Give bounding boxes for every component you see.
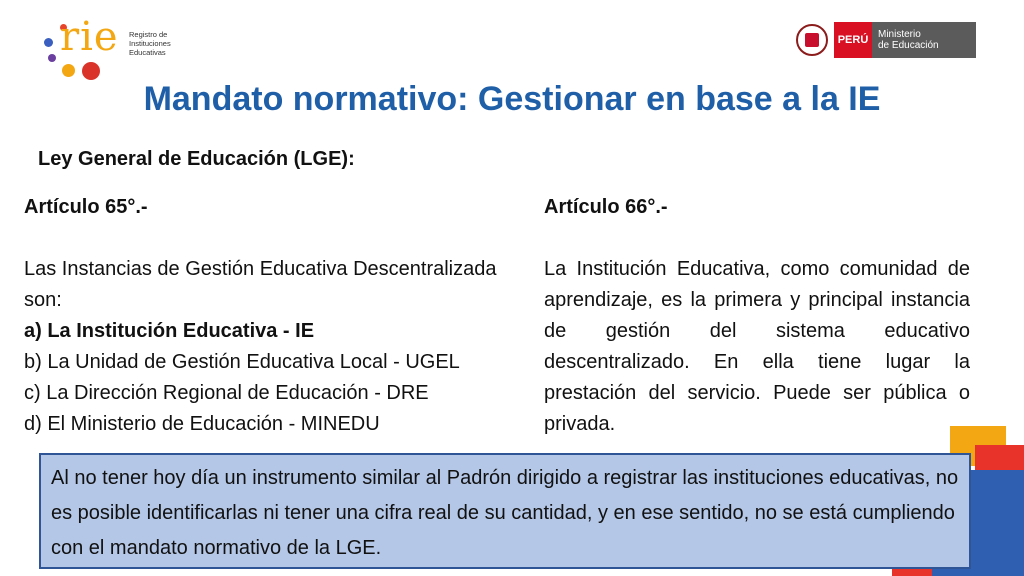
conclusion-note: Al no tener hoy día un instrumento similar al Padrón dirigido a registrar las instituciones educativas, no es posible identificarlas ni tener una cifra real de su cantidad, y en ese sentido, no se está cumpliendo con el mandato normativo de la LGE. [39, 453, 971, 569]
ministry-label: Ministerio de Educación [872, 22, 976, 58]
logo-dot-yellow [62, 64, 75, 77]
article-65-heading: Artículo 65°.- [24, 196, 148, 218]
logo-dot-red [82, 62, 100, 80]
slide-subtitle: Ley General de Educación (LGE): [38, 148, 355, 170]
logo-wordmark: rie [60, 14, 119, 60]
rie-logo [40, 14, 180, 84]
logo-subtitle: Registro de Instituciones Educativas [129, 30, 171, 57]
article-65 [24, 192, 524, 440]
article-66-heading: Artículo 66°.- [544, 196, 668, 218]
article-65-intro: Las Instancias de Gestión Educativa Descentralizada son: [24, 258, 497, 311]
coat-of-arms-icon [796, 24, 828, 56]
slide-title: Mandato normativo: Gestionar en base a la IE [143, 80, 881, 118]
article-65-item: a) La Institución Educativa - IE [24, 320, 315, 342]
ministry-logo [796, 22, 976, 58]
article-65-item: c) La Dirección Regional de Educación - DRE [24, 382, 429, 404]
article-65-item: d) El Ministerio de Educación - MINEDU [24, 413, 380, 435]
logo-dot-blue [44, 38, 53, 47]
logo-dot-purple [48, 54, 56, 62]
article-65-item: b) La Unidad de Gestión Educativa Local - UGEL [24, 351, 460, 373]
article-66 [544, 192, 970, 440]
peru-label: PERÚ [834, 22, 872, 58]
article-66-body: La Institución Educativa, como comunidad de aprendizaje, es la primera y principal instancia de gestión del sistema educativo descentralizado. En ella tiene lugar la prestación del servicio. Puede ser pública o privada. [544, 258, 970, 435]
